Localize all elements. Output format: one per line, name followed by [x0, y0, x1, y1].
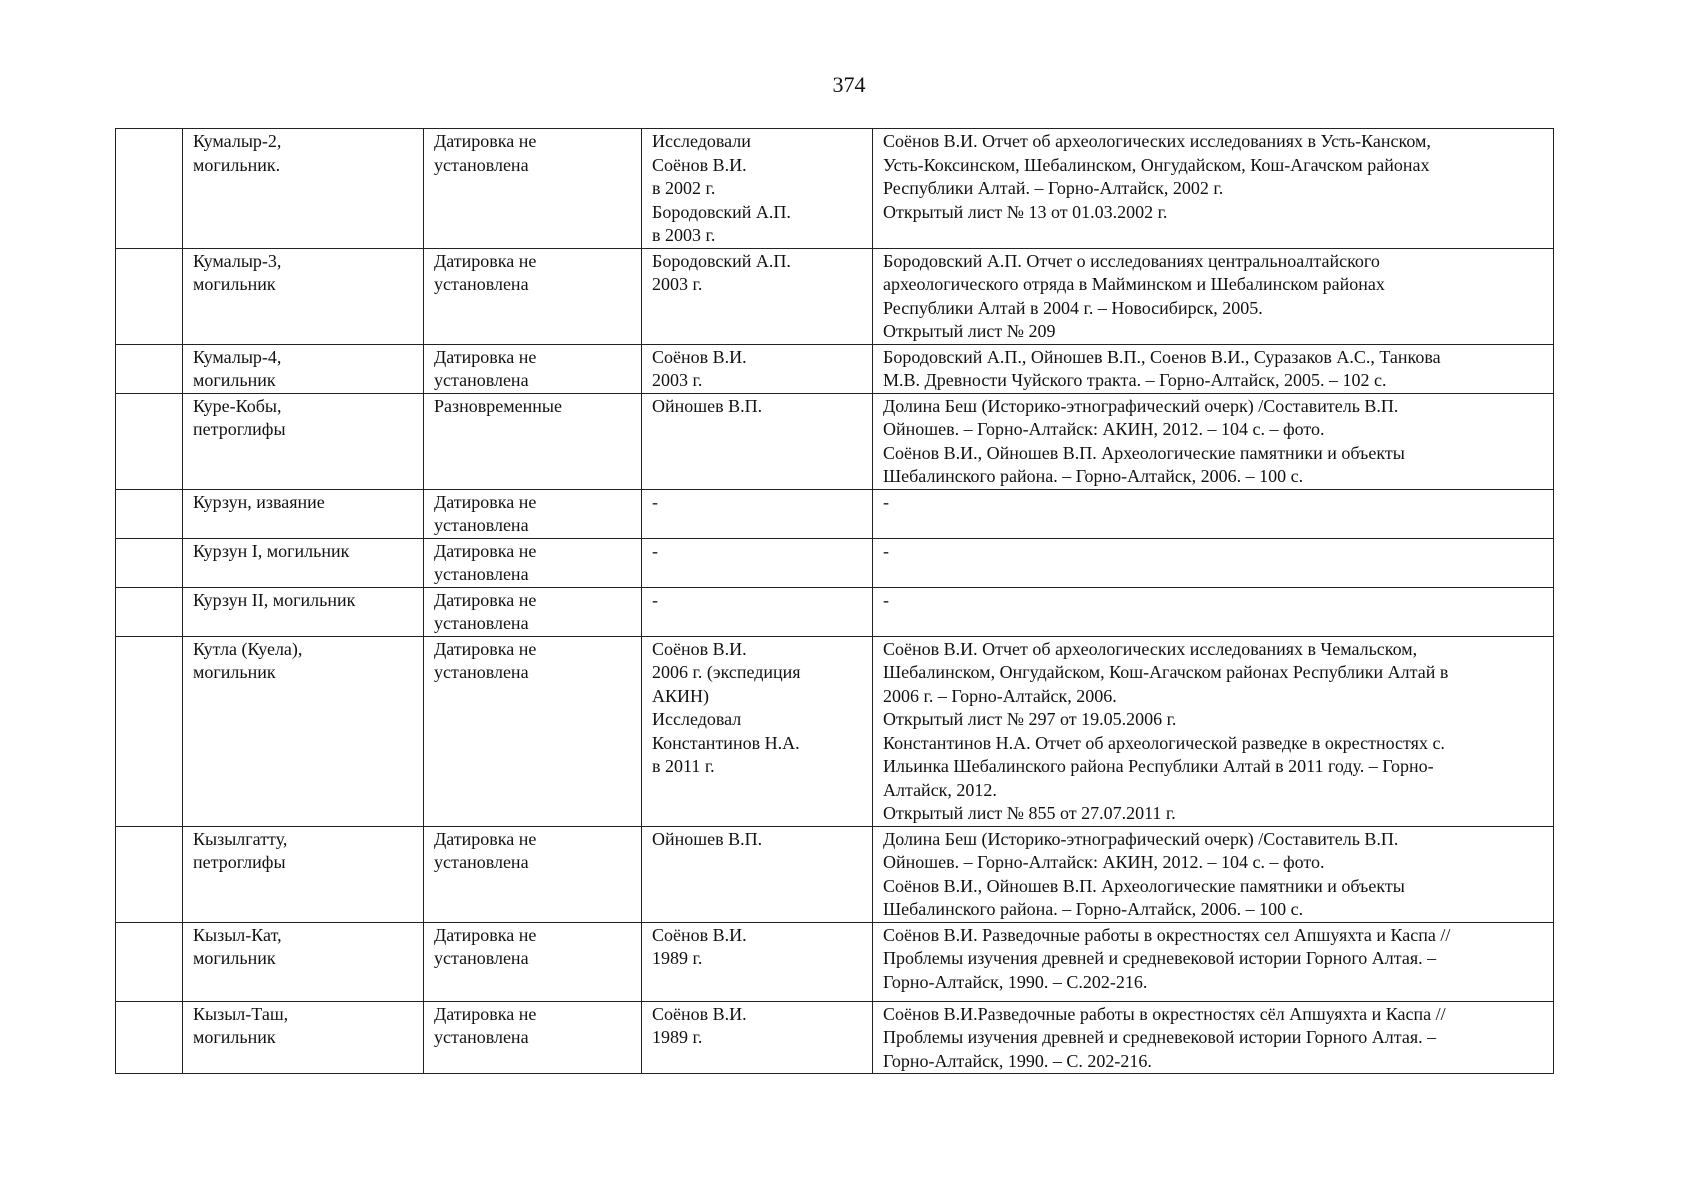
cell-line: 2006 г. (экспедиция — [652, 662, 801, 682]
table-row — [116, 393, 1554, 489]
cell-line: Курзун I, могильник — [193, 540, 350, 561]
cell-researchers — [642, 587, 873, 636]
cell-line: установлена — [434, 852, 529, 872]
cell-line: Шебалинского района. – Горно-Алтайск, 2006. – 100 с. — [883, 899, 1304, 919]
table-row — [116, 538, 1554, 587]
cell-line: установлена — [434, 274, 529, 294]
cell-line: Константинов Н.А. — [652, 732, 800, 753]
table-row — [116, 922, 1554, 1001]
cell-dating — [424, 922, 642, 1001]
cell-line: Соёнов В.И. Разведочные работы в окрестностях сел Апшуяхта и Каспа // — [883, 924, 1451, 945]
cell-line: Соёнов В.И. — [652, 1003, 747, 1024]
cell-researchers — [642, 922, 873, 1001]
table-row — [116, 129, 1554, 249]
cell-line: Разновременные — [434, 395, 562, 416]
cell-line: Алтайск, 2012. — [883, 779, 997, 800]
cell-line: Бородовский А.П. — [652, 201, 791, 222]
cell-line: Исследовал — [652, 709, 742, 729]
cell-line: Константинов Н.А. Отчет об археологической разведке в окрестностях с. — [883, 732, 1445, 753]
cell-number — [116, 344, 183, 393]
cell-sources — [873, 922, 1554, 1001]
cell-line: - — [883, 540, 889, 561]
cell-dating — [424, 636, 642, 826]
cell-number — [116, 826, 183, 922]
cell-line: - — [883, 491, 889, 512]
cell-line: Ойношев В.П. — [652, 828, 763, 849]
cell-line: могильник — [193, 1027, 276, 1047]
cell-researchers — [642, 826, 873, 922]
cell-line: Датировка не — [434, 924, 537, 945]
cell-line: Горно-Алтайск, 1990. – С. 202-216. — [883, 1050, 1152, 1071]
cell-line: установлена — [434, 154, 529, 175]
cell-line: Бородовский А.П. Отчет о исследованиях центральноалтайского — [883, 250, 1380, 271]
cell-monument-name — [183, 538, 424, 587]
cell-line: петроглифы — [193, 419, 286, 439]
cell-line: Датировка не — [434, 638, 537, 659]
table-row — [116, 248, 1554, 344]
monuments-table — [115, 128, 1554, 1074]
cell-sources — [873, 1001, 1554, 1074]
cell-line: Исследовали — [652, 131, 751, 151]
cell-sources — [873, 393, 1554, 489]
cell-line: установлена — [434, 1027, 529, 1047]
cell-line: могильник — [193, 274, 276, 294]
cell-number — [116, 922, 183, 1001]
cell-monument-name — [183, 922, 424, 1001]
cell-line: установлена — [434, 613, 529, 633]
cell-dating — [424, 538, 642, 587]
cell-line: в 2011 г. — [652, 756, 715, 776]
cell-line: могильник — [193, 948, 276, 968]
cell-dating — [424, 1001, 642, 1074]
cell-researchers — [642, 129, 873, 249]
cell-line: Куре-Кобы, — [193, 395, 282, 416]
cell-line: в 2003 г. — [652, 225, 716, 245]
cell-researchers — [642, 538, 873, 587]
cell-sources — [873, 129, 1554, 249]
cell-line: Бородовский А.П. — [652, 250, 791, 271]
cell-sources — [873, 344, 1554, 393]
cell-monument-name — [183, 587, 424, 636]
cell-monument-name — [183, 489, 424, 538]
cell-line: Соёнов В.И. Отчет об археологических исследованиях в Усть-Канском, — [883, 131, 1431, 151]
cell-line: петроглифы — [193, 852, 286, 872]
table-body — [116, 129, 1554, 1074]
cell-line: Соёнов В.И., Ойношев В.П. Археологические памятники и объекты — [883, 875, 1405, 896]
cell-sources — [873, 587, 1554, 636]
cell-line: установлена — [434, 370, 529, 390]
cell-researchers — [642, 393, 873, 489]
cell-line: Датировка не — [434, 1003, 537, 1024]
cell-line: Кызыл-Кат, — [193, 924, 282, 945]
cell-sources — [873, 248, 1554, 344]
cell-number — [116, 489, 183, 538]
cell-line: установлена — [434, 948, 529, 968]
cell-dating — [424, 489, 642, 538]
cell-line: Соёнов В.И. — [652, 638, 747, 659]
cell-line: установлена — [434, 515, 529, 535]
cell-line: Датировка не — [434, 346, 537, 367]
cell-monument-name — [183, 636, 424, 826]
cell-line: Соёнов В.И. — [652, 346, 747, 367]
cell-line: 2003 г. — [652, 274, 703, 294]
cell-line: АКИН) — [652, 685, 709, 706]
cell-line: могильник. — [193, 154, 281, 175]
page-number: 374 — [832, 72, 866, 97]
cell-line: Курзун II, могильник — [193, 589, 356, 610]
cell-sources — [873, 636, 1554, 826]
cell-line: Ойношев В.П. — [652, 395, 763, 416]
cell-sources — [873, 538, 1554, 587]
cell-line: Датировка не — [434, 589, 537, 610]
cell-line: Кутла (Куела), — [193, 638, 303, 659]
cell-dating — [424, 129, 642, 249]
cell-monument-name — [183, 129, 424, 249]
cell-line: Проблемы изучения древней и средневековой истории Горного Алтая. – — [883, 948, 1437, 968]
cell-line: Соёнов В.И. — [652, 154, 747, 175]
table-row — [116, 636, 1554, 826]
cell-line: Соёнов В.И., Ойношев В.П. Археологические памятники и объекты — [883, 442, 1405, 463]
cell-dating — [424, 393, 642, 489]
cell-line: 2003 г. — [652, 370, 703, 390]
cell-line: Датировка не — [434, 250, 537, 271]
cell-dating — [424, 248, 642, 344]
cell-line: Кызылгатту, — [193, 828, 288, 849]
cell-line: - — [883, 589, 889, 610]
cell-monument-name — [183, 393, 424, 489]
cell-line: 2006 г. – Горно-Алтайск, 2006. — [883, 685, 1117, 706]
cell-line: могильник — [193, 662, 276, 682]
cell-number — [116, 587, 183, 636]
cell-line: Ойношев. – Горно-Алтайск: АКИН, 2012. – 104 с. – фото. — [883, 852, 1325, 872]
cell-line: Соёнов В.И. — [652, 924, 747, 945]
cell-line: Датировка не — [434, 491, 537, 512]
cell-line: Открытый лист № 297 от 19.05.2006 г. — [883, 709, 1177, 729]
cell-line: Кумалыр-2, — [193, 131, 282, 151]
cell-line: Шебалинского района. – Горно-Алтайск, 2006. – 100 с. — [883, 466, 1304, 486]
cell-number — [116, 1001, 183, 1074]
table-row — [116, 489, 1554, 538]
cell-researchers — [642, 636, 873, 826]
cell-line: Проблемы изучения древней и средневековой истории Горного Алтая. – — [883, 1027, 1437, 1047]
cell-line: археологического отряда в Майминском и Шебалинском районах — [883, 274, 1385, 294]
cell-dating — [424, 587, 642, 636]
cell-researchers — [642, 248, 873, 344]
cell-line: Соёнов В.И. Отчет об археологических исследованиях в Чемальском, — [883, 638, 1418, 659]
cell-line: Шебалинском, Онгудайском, Кош-Агачском районах Республики Алтай в — [883, 662, 1449, 682]
cell-line: Открытый лист № 13 от 01.03.2002 г. — [883, 201, 1168, 222]
cell-line: Открытый лист № 209 — [883, 321, 1056, 341]
cell-line: Долина Беш (Историко-этнографический очерк) /Составитель В.П. — [883, 395, 1399, 416]
cell-line: - — [652, 491, 658, 512]
cell-line: Ойношев. – Горно-Алтайск: АКИН, 2012. – 104 с. – фото. — [883, 419, 1325, 439]
cell-number — [116, 248, 183, 344]
cell-line: Курзун, изваяние — [193, 491, 325, 512]
cell-monument-name — [183, 826, 424, 922]
cell-line: 1989 г. — [652, 948, 703, 968]
cell-line: - — [652, 540, 658, 561]
cell-number — [116, 393, 183, 489]
cell-sources — [873, 826, 1554, 922]
cell-monument-name — [183, 344, 424, 393]
cell-line: могильник — [193, 370, 276, 390]
table-row — [116, 1001, 1554, 1074]
cell-line: в 2002 г. — [652, 178, 716, 198]
cell-number — [116, 129, 183, 249]
cell-number — [116, 636, 183, 826]
cell-line: Кызыл-Таш, — [193, 1003, 289, 1024]
cell-line: - — [652, 589, 658, 610]
cell-line: Горно-Алтайск, 1990. – С.202-216. — [883, 971, 1148, 992]
cell-line: Открытый лист № 855 от 27.07.2011 г. — [883, 803, 1176, 823]
cell-line: Ильинка Шебалинского района Республики Алтай в 2011 году. – Горно- — [883, 756, 1434, 776]
cell-line: Республики Алтай. – Горно-Алтайск, 2002 г. — [883, 178, 1224, 198]
cell-line: Кумалыр-4, — [193, 346, 282, 367]
cell-line: Республики Алтай в 2004 г. – Новосибирск, 2005. — [883, 297, 1263, 318]
cell-line: Бородовский А.П., Ойношев В.П., Соенов В.И., Суразаков А.С., Танкова — [883, 346, 1441, 367]
table-row — [116, 587, 1554, 636]
cell-line: Датировка не — [434, 540, 537, 561]
cell-number — [116, 538, 183, 587]
cell-line: Усть-Коксинском, Шебалинском, Онгудайском, Кош-Агачском районах — [883, 154, 1430, 175]
cell-researchers — [642, 489, 873, 538]
cell-line: М.В. Древности Чуйского тракта. – Горно-Алтайск, 2005. – 102 с. — [883, 370, 1387, 390]
cell-line: установлена — [434, 662, 529, 682]
cell-dating — [424, 344, 642, 393]
cell-line: Датировка не — [434, 131, 537, 151]
cell-researchers — [642, 1001, 873, 1074]
cell-line: установлена — [434, 564, 529, 584]
cell-dating — [424, 826, 642, 922]
cell-line: Кумалыр-3, — [193, 250, 282, 271]
cell-line: Долина Беш (Историко-этнографический очерк) /Составитель В.П. — [883, 828, 1399, 849]
cell-researchers — [642, 344, 873, 393]
cell-sources — [873, 489, 1554, 538]
cell-monument-name — [183, 248, 424, 344]
cell-line: Датировка не — [434, 828, 537, 849]
cell-line: Соёнов В.И.Разведочные работы в окрестностях сёл Апшуяхта и Каспа // — [883, 1003, 1446, 1024]
table-row — [116, 826, 1554, 922]
cell-monument-name — [183, 1001, 424, 1074]
table-row — [116, 344, 1554, 393]
cell-line: 1989 г. — [652, 1027, 703, 1047]
